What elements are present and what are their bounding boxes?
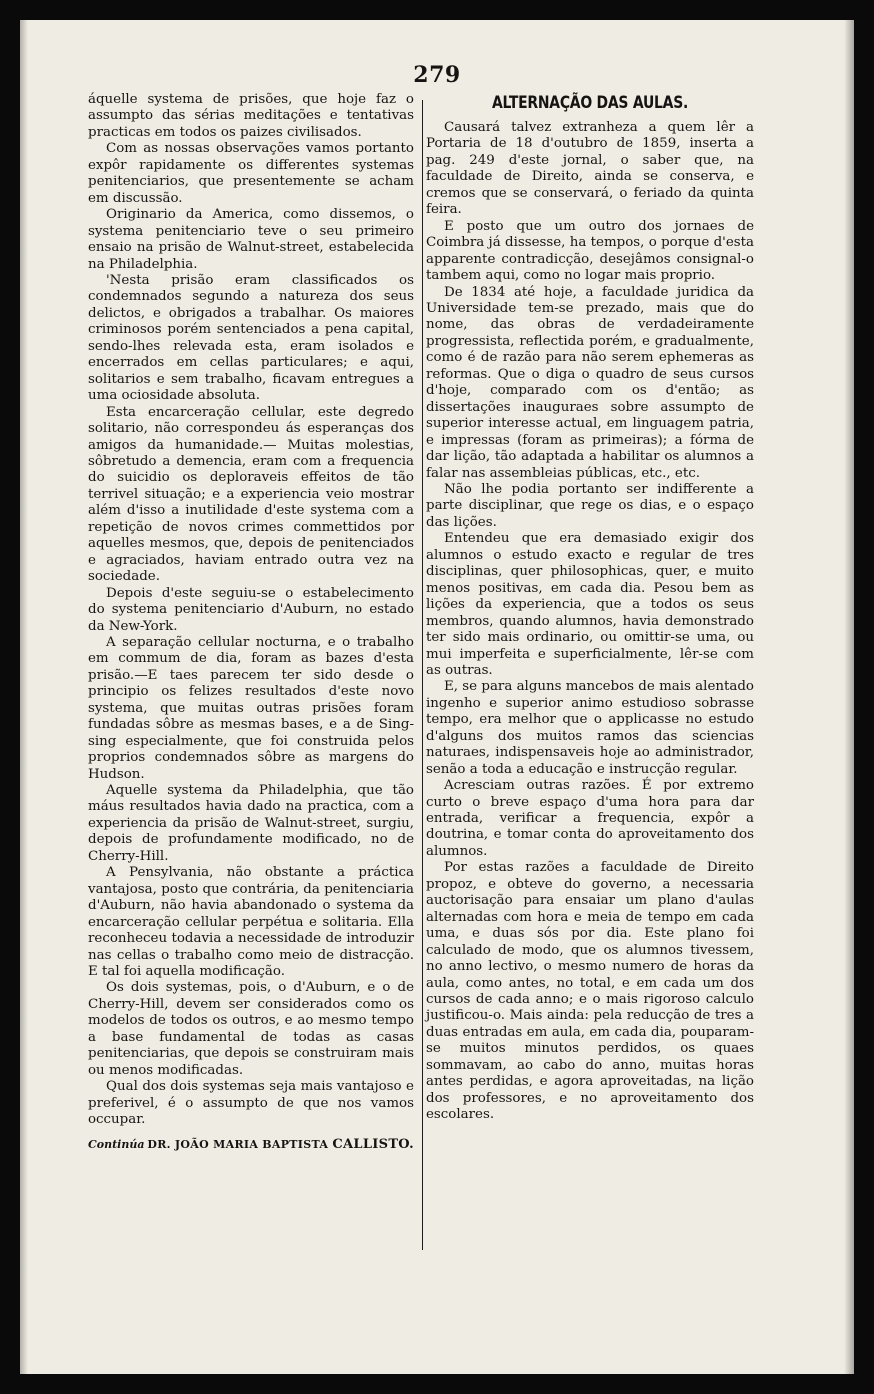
continued-label: Continúa bbox=[88, 1137, 145, 1151]
left-paragraph-5: Esta encarceração cellular, este degredo solitario, não correspondeu ás esperanças dos amigos da humanidade.— Muitas molestias, sôbretudo a demencia, eram com a frequencia do suicidio os deploraveis effeitos de tão terrivel situação; e a experiencia veio mostrar além d'isso a inutilidade d'este systema com a repetição de novos crimes commettidos por aquelles mesmos, que, depois de penitenciados e agraciados, haviam entrado outra vez na sociedade. bbox=[88, 404, 414, 585]
left-paragraph-10: Os dois systemas, pois, o d'Auburn, e o de Cherry-Hill, devem ser considerados como os modelos de todos os outros, e ao mesmo tempo a base fundamental de todas as casas penitenciarias, que depois se construiram mais ou menos modificadas. bbox=[88, 980, 414, 1078]
newspaper-page bbox=[20, 20, 854, 1374]
right-column bbox=[426, 92, 754, 1124]
author-prefix: DR. JOÃO MARIA BAPTISTA bbox=[147, 1137, 329, 1151]
right-paragraph-4: Não lhe podia portanto ser indifferente a parte disciplinar, que rege os dias, e o espaço das lições. bbox=[426, 481, 754, 530]
right-paragraph-7: Acresciam outras razões. É por extremo curto o breve espaço d'uma hora para dar entrada, verificar a frequencia, expôr a doutrina, e tomar conta do aproveitamento dos alumnos. bbox=[426, 778, 754, 859]
right-paragraph-6: E, se para alguns mancebos de mais alentado ingenho e superior animo estudioso sobrasse tempo, era melhor que o applicasse no estudo d'alguns dos muitos ramos das sciencias naturaes, indispensaveis hoje ao administrador, senão a toda a educação e instrucção regular. bbox=[426, 679, 754, 777]
page-shadow-left bbox=[20, 20, 28, 1374]
author-surname: CALLISTO. bbox=[332, 1136, 414, 1152]
left-paragraph-7: A separação cellular nocturna, e o trabalho em commum de dia, foram as bazes d'esta prisão.—E taes parecem ter sido desde o principio os felizes resultados d'este novo systema, que muitas outras prisões foram fundadas sôbre as mesmas bases, e a de Sing-sing especialmente, que foi construida pelos proprios condemnados sôbre as margens do Hudson. bbox=[88, 634, 414, 782]
left-paragraph-1: áquelle systema de prisões, que hoje faz o assumpto das sérias meditações e tentativas practicas em todos os paizes civilisados. bbox=[88, 92, 414, 140]
right-paragraph-5: Entendeu que era demasiado exigir dos alumnos o estudo exacto e regular de tres disciplinas, quer philosophicas, quer, e muito menos positivas, em cada dia. Pesou bem as lições da experiencia, que a todos os seus membros, quando alumnos, havia demonstrado ter sido mais ordinario, ou omittir-se uma, ou mui imperfeita e superficialmente, lêr-se com as outras. bbox=[426, 531, 754, 678]
right-paragraph-3: De 1834 até hoje, a faculdade juridica da Universidade tem-se prezado, mais que do nome, das obras de verdadeiramente progressista, reflectida porém, e gradualmente, como é de razão para não serem ephemeras as reformas. Que o diga o quadro de seus cursos d'hoje, comparado com os d'então; as dissertações inauguraes sobre assumpto de superior interesse actual, em linguagem patria, e impressas (foram as primeiras); a fórma de dar lição, tão adaptada a habilitar os alumnos a falar nas assembleias públicas, etc., etc. bbox=[426, 284, 754, 481]
right-paragraph-1: Causará talvez extranheza a quem lêr a Portaria de 18 d'outubro de 1859, inserta a pag. 249 d'este jornal, o saber que, na faculdade de Direito, ainda se conserva, e cremos que se conservará, o feriado da quinta feira. bbox=[426, 120, 754, 218]
author-name bbox=[147, 1137, 414, 1153]
page-shadow-right bbox=[844, 20, 854, 1374]
column-divider bbox=[422, 100, 423, 1250]
left-column bbox=[88, 92, 414, 1153]
article-title: ALTERNAÇÃO DAS AULAS. bbox=[491, 93, 689, 113]
left-paragraph-9: A Pensylvania, não obstante a práctica vantajosa, posto que contrária, da penitenciaria d'Auburn, não havia abandonado o systema da encarceração cellular perpétua e solitaria. Ella reconheceu todavia a necessidade de introduzir nas cellas o trabalho como meio de distracção. E tal foi aquella modificação. bbox=[88, 865, 414, 980]
left-paragraph-11: Qual dos dois systemas seja mais vantajoso e preferivel, é o assumpto de que nos vamos occupar. bbox=[88, 1079, 414, 1128]
left-paragraph-4: 'Nesta prisão eram classificados os condemnados segundo a natureza dos seus delictos, e obrigados a trabalhar. Os maiores criminosos porém sentenciados a pena capital, sendo-lhes relevada esta, eram isolados e encerrados em cellas particulares; e aqui, solitarios e sem trabalho, ficavam entregues a uma ociosidade absoluta. bbox=[88, 272, 414, 404]
article-signature bbox=[88, 1137, 414, 1153]
page-number: 279 bbox=[413, 62, 461, 88]
left-paragraph-8: Aquelle systema da Philadelphia, que tão máus resultados havia dado na practica, com a experiencia da prisão de Walnut-street, surgiu, depois de profundamente modificado, no de Cherry-Hill. bbox=[88, 783, 414, 864]
left-paragraph-3: Originario da America, como dissemos, o systema penitenciario teve o seu primeiro ensaio na prisão de Walnut-street, estabelecida na Philadelphia. bbox=[88, 207, 414, 272]
right-paragraph-8: Por estas razões a faculdade de Direito propoz, e obteve do governo, a necessaria auctorisação para ensaiar um plano d'aulas alternadas com hora e meia de tempo em cada uma, e duas sós por dia. Este plano foi calculado de modo, que os alumnos tivessem, no anno lectivo, o mesmo numero de horas da aula, como antes, no total, e em cada um dos cursos de cada anno; e o mais rigoroso calculo justificou-o. Mais ainda: pela reducção de tres a duas entradas em aula, em cada dia, pouparam-se muitos minutos perdidos, os quaes sommavam, ao cabo do anno, muitas horas antes perdidas, e agora aproveitadas, na lição dos professores, e no aproveitamento dos escolares. bbox=[426, 860, 754, 1123]
right-paragraph-2: E posto que um outro dos jornaes de Coimbra já dissesse, ha tempos, o porque d'esta apparente contradicção, desejâmos consignal-o tambem aqui, como no logar mais proprio. bbox=[426, 218, 754, 284]
left-paragraph-6: Depois d'este seguiu-se o estabelecimento do systema penitenciario d'Auburn, no estado da New-York. bbox=[88, 585, 414, 634]
left-paragraph-2: Com as nossas observações vamos portanto expôr rapidamente os differentes systemas penitenciarios, que presentemente se acham em discussão. bbox=[88, 141, 414, 206]
